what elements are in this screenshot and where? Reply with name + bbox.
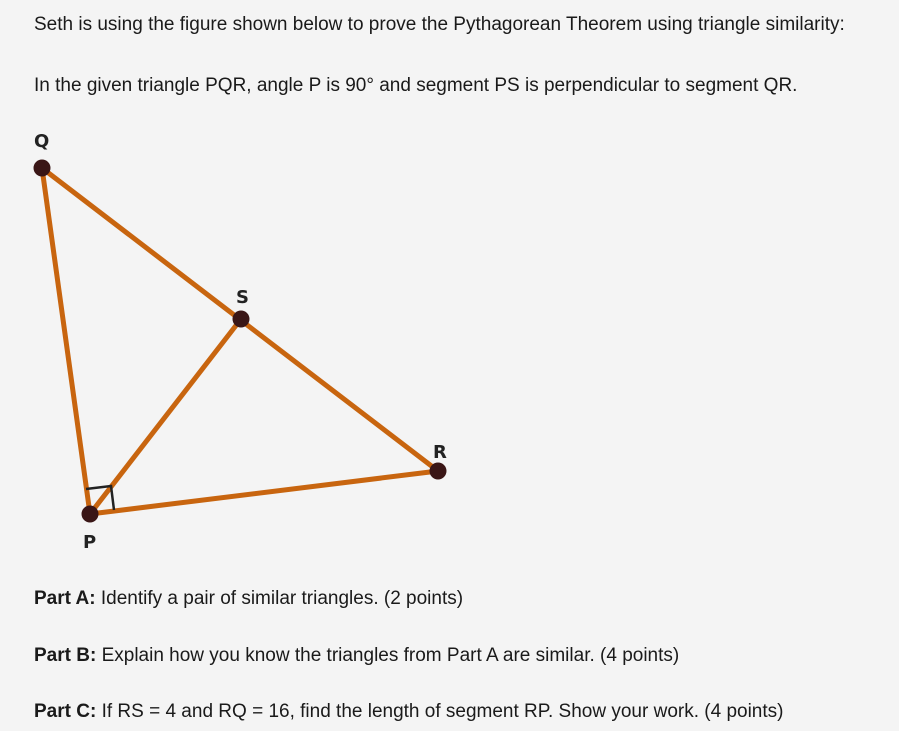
given-statement: In the given triangle PQR, angle P is 90° and segment PS is perpendicular to segment QR. bbox=[34, 75, 798, 96]
part-a-label: Part A: bbox=[34, 588, 96, 609]
triangle-figure bbox=[0, 120, 480, 560]
part-c bbox=[34, 700, 783, 724]
segment-PR bbox=[90, 471, 438, 514]
label-S: S bbox=[236, 287, 249, 308]
part-c-label: Part C: bbox=[34, 701, 97, 722]
segment-PS bbox=[90, 319, 241, 514]
point-Q bbox=[34, 160, 51, 177]
point-S bbox=[233, 311, 250, 328]
part-a-text: Identify a pair of similar triangles. (2 points) bbox=[95, 588, 464, 609]
label-P: P bbox=[83, 532, 97, 553]
part-b-label: Part B: bbox=[34, 645, 97, 666]
part-b-text: Explain how you know the triangles from Part A are similar. (4 points) bbox=[96, 645, 680, 666]
part-a bbox=[34, 587, 463, 611]
part-c-text: If RS = 4 and RQ = 16, find the length of segment RP. Show your work. (4 points) bbox=[96, 701, 784, 722]
label-Q: Q bbox=[34, 131, 50, 152]
point-R bbox=[430, 463, 447, 480]
point-P bbox=[82, 506, 99, 523]
segment-QP bbox=[42, 168, 90, 514]
label-R: R bbox=[433, 442, 447, 463]
problem-intro: Seth is using the figure shown below to prove the Pythagorean Theorem using triangle similarity: bbox=[34, 14, 845, 35]
part-b bbox=[34, 644, 679, 668]
